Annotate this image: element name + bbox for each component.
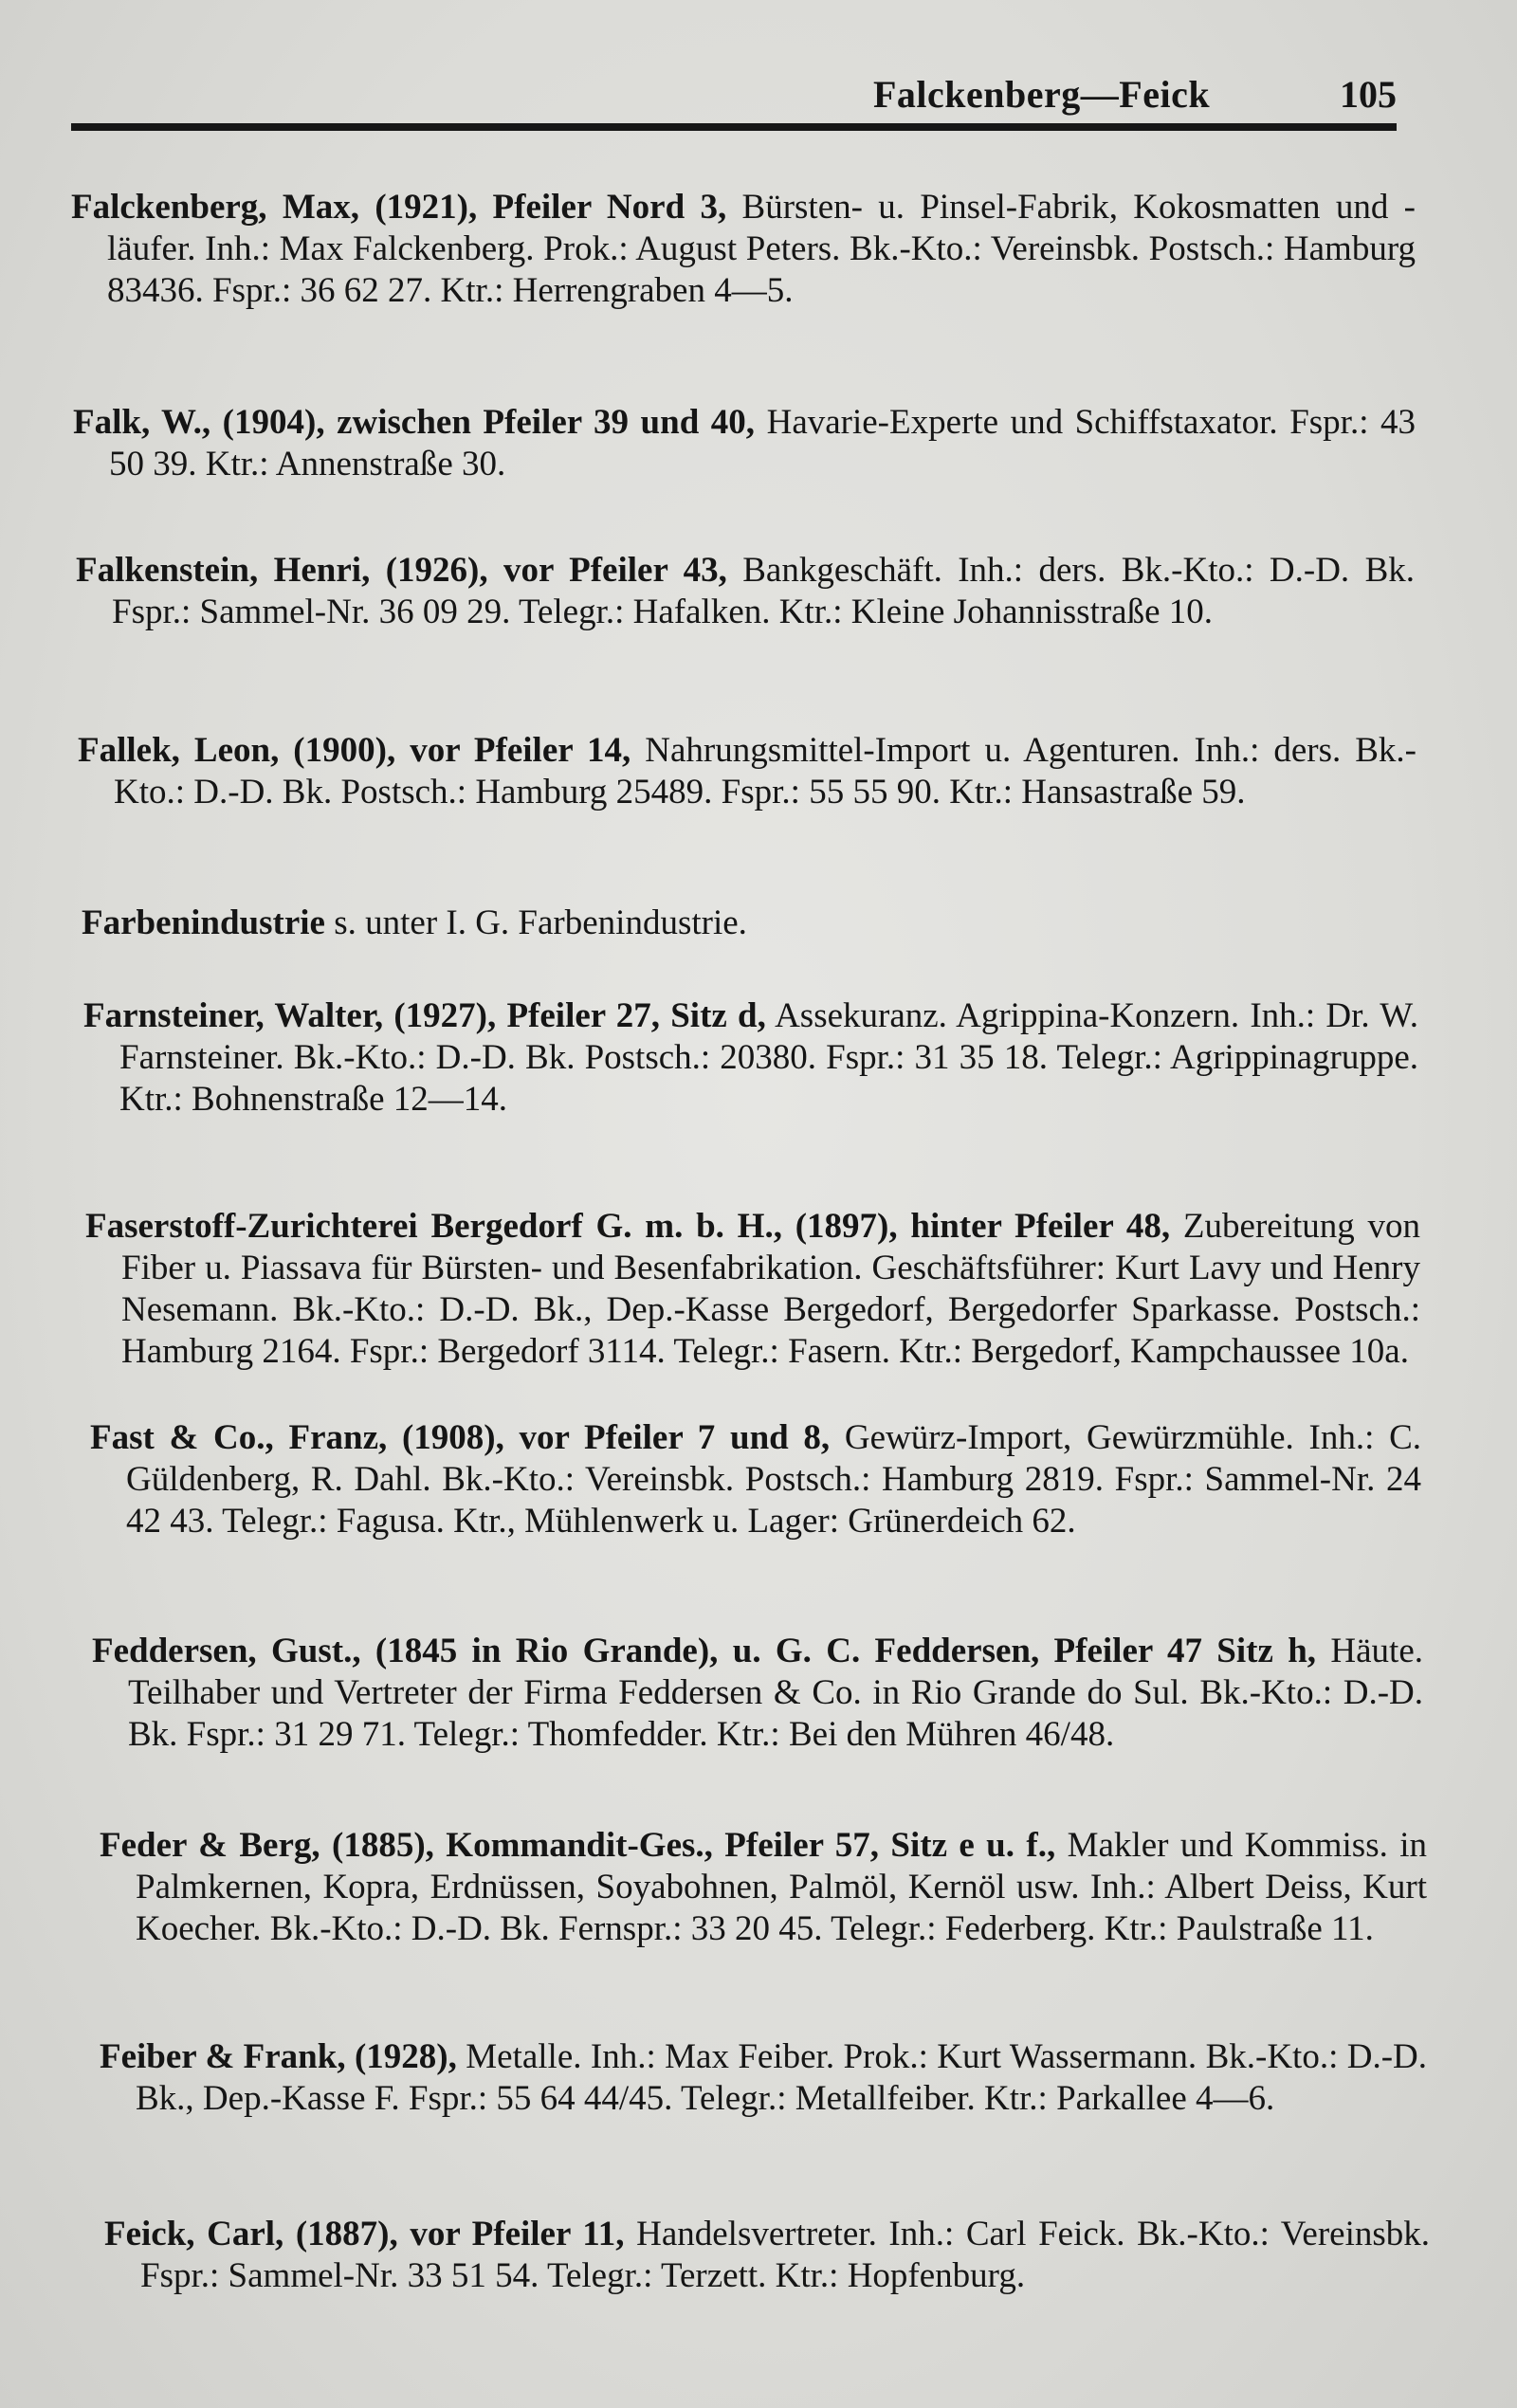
directory-entry xyxy=(90,1417,1421,1542)
entry-text: Makler und Kommiss. in Palmkernen, Kopra, Erdnüssen, Soyabohnen, Palmöl, Kernöl usw. Inh.: Albert Deiss, Kurt Koecher. Bk.-Kto.: D.-D. Bk. Fernspr.: 33 20 45. Telegr.: Federberg. Ktr.: Paulstraße 11. xyxy=(136,1826,1428,1948)
header-rule xyxy=(71,123,1397,131)
entry-text: s. unter I. G. Farbenindustrie. xyxy=(334,903,747,942)
entry-text: Havarie-Experte und Schiffstaxator. Fspr.: 43 50 39. Ktr.: Annenstraße 30. xyxy=(109,403,1416,483)
directory-entry xyxy=(83,995,1418,1121)
entry-heading: Falkenstein, Henri, (1926), vor Pfeiler 43, xyxy=(76,551,727,590)
directory-entry xyxy=(104,2214,1430,2297)
entry-heading: Feick, Carl, (1887), vor Pfeiler 11, xyxy=(104,2215,625,2253)
directory-entry xyxy=(85,1206,1420,1373)
entry-heading: Farnsteiner, Walter, (1927), Pfeiler 27, Sitz d, xyxy=(83,996,766,1035)
entry-heading: Feiber & Frank, (1928), xyxy=(100,2037,457,2076)
entry-text: Häute. Teilhaber und Vertreter der Firma Feddersen & Co. in Rio Grande do Sul. Bk.-Kto.: D.-D. Bk. Fspr.: 31 29 71. Telegr.: Thomfedder. Ktr.: Bei den Mühren 46/48. xyxy=(128,1632,1423,1754)
directory-entry xyxy=(92,1631,1423,1756)
entry-heading: Falckenberg, Max, (1921), Pfeiler Nord 3, xyxy=(71,188,727,227)
entry-heading: Falk, W., (1904), zwischen Pfeiler 39 und 40, xyxy=(73,403,756,442)
directory-entry xyxy=(76,550,1415,633)
running-header xyxy=(71,64,1398,121)
entry-heading: Feddersen, Gust., (1845 in Rio Grande), u. G. C. Feddersen, Pfeiler 47 Sitz h, xyxy=(92,1632,1317,1670)
entry-text: Assekuranz. Agrippina-Konzern. Inh.: Dr. W. Farnsteiner. Bk.-Kto.: D.-D. Bk. Postsch.: 20380. Fspr.: 31 35 18. Telegr.: Agrippinagruppe. Ktr.: Bohnenstraße 12—14. xyxy=(119,996,1418,1119)
entry-text: Gewürz-Import, Gewürzmühle. Inh.: C. Güldenberg, R. Dahl. Bk.-Kto.: Vereinsbk. Postsch.: Hamburg 2819. Fspr.: Sammel-Nr. 24 42 43. Telegr.: Fagusa. Ktr., Mühlenwerk u. Lager: Grünerdeich 62. xyxy=(126,1418,1421,1541)
directory-entry xyxy=(100,1825,1427,1950)
entry-heading: Faserstoff-Zurichterei Bergedorf G. m. b. H., (1897), hinter Pfeiler 48, xyxy=(85,1207,1171,1246)
entry-heading: Fallek, Leon, (1900), vor Pfeiler 14, xyxy=(78,731,631,770)
directory-entry xyxy=(73,402,1416,485)
entry-text: Zubereitung von Fiber u. Piassava für Bürsten- und Besenfabrikation. Geschäftsführer: Kurt Lavy und Henry Nesemann. Bk.-Kto.: D.-D. Bk., Dep.-Kasse Bergedorf, Bergedorfer Sparkasse. Postsch.: Hamburg 2164. Fspr.: Bergedorf 3114. Telegr.: Fasern. Ktr.: Bergedorf, Kampchaussee 10a. xyxy=(121,1207,1421,1371)
header-title: Falckenberg—Feick xyxy=(873,73,1211,116)
directory-entry xyxy=(71,187,1416,312)
entry-heading: Farbenindustrie xyxy=(82,903,325,942)
directory-entry xyxy=(100,2036,1427,2120)
entry-text: Metalle. Inh.: Max Feiber. Prok.: Kurt Wassermann. Bk.-Kto.: D.-D. Bk., Dep.-Kasse F. Fspr.: 55 64 44/45. Telegr.: Metallfeiber. Ktr.: Parkallee 4—6. xyxy=(136,2037,1427,2118)
entry-text: Bürsten- u. Pinsel-Fabrik, Kokosmatten und -läufer. Inh.: Max Falckenberg. Prok.: August Peters. Bk.-Kto.: Vereinsbk. Postsch.: Hamburg 83436. Fspr.: 36 62 27. Ktr.: Herrengraben 4—5. xyxy=(107,188,1416,310)
entry-heading: Feder & Berg, (1885), Kommandit-Ges., Pfeiler 57, Sitz e u. f., xyxy=(100,1826,1056,1865)
entry-text: Bankgeschäft. Inh.: ders. Bk.-Kto.: D.-D. Bk. Fspr.: Sammel-Nr. 36 09 29. Telegr.: Hafalken. Ktr.: Kleine Johannisstraße 10. xyxy=(112,551,1415,631)
entry-text: Nahrungsmittel-Import u. Agenturen. Inh.: ders. Bk.-Kto.: D.-D. Bk. Postsch.: Hamburg 25489. Fspr.: 55 55 90. Ktr.: Hansastraße 59. xyxy=(114,731,1417,812)
entry-heading: Fast & Co., Franz, (1908), vor Pfeiler 7 und 8, xyxy=(90,1418,831,1457)
page-number: 105 xyxy=(1340,73,1397,116)
directory-entry xyxy=(82,903,1415,944)
entry-text: Handelsvertreter. Inh.: Carl Feick. Bk.-Kto.: Vereinsbk. Fspr.: Sammel-Nr. 33 51 54. Telegr.: Terzett. Ktr.: Hopfenburg. xyxy=(140,2215,1431,2295)
directory-entry xyxy=(78,730,1416,813)
